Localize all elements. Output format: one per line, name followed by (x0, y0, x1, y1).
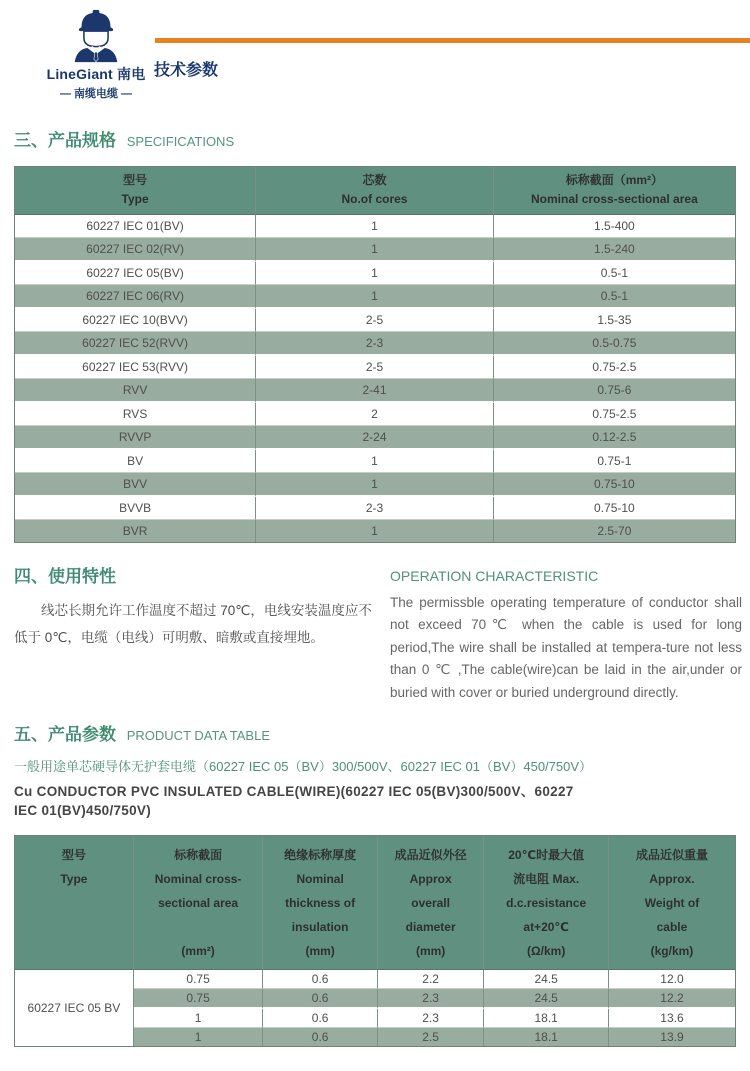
spec-table-row (15, 309, 735, 332)
header-line: 成品近似外径 (394, 848, 467, 862)
spec-table-cell: 60227 IEC 52(RVV) (15, 332, 256, 356)
brand-subtitle: — 南缆电缆 — (59, 88, 133, 100)
spec-table-cell: 0.5-0.75 (494, 332, 735, 356)
header-line (134, 915, 263, 939)
product-column-header-5 (609, 836, 735, 970)
header-line: cable (656, 920, 688, 934)
column-header-cross-section: 标称截面（mm²） Nominal cross-sectional area (494, 167, 735, 215)
product-subtitle-zh: 一般用途单芯硬导体无护套电缆（60227 IEC 05（BV）300/500V、60227 IEC 01（BV）450/750V） (14, 759, 593, 774)
header-line: (mm) (415, 944, 446, 958)
page-title: 技术参数 (154, 62, 219, 79)
product-table-cell: 24.5 (484, 970, 609, 989)
section-specifications (14, 126, 736, 543)
section-operation-title-en: OPERATION CHARACTERISTIC (390, 568, 599, 584)
spec-table-cell: 2 (256, 403, 494, 426)
spec-table-cell: 1 (256, 238, 494, 262)
spec-table-cell: 2.5-70 (494, 520, 735, 542)
spec-table-row (15, 332, 735, 356)
spec-table-cell: BVV (15, 473, 256, 497)
section-title-zh: 五、产品参数 (14, 725, 116, 744)
spec-table-cell: 0.75-10 (494, 473, 735, 497)
product-column-header-1 (134, 836, 264, 970)
spec-table-cell: 1.5-400 (494, 215, 735, 238)
spec-table-cell: 60227 IEC 06(RV) (15, 285, 256, 309)
spec-table-cell: BVR (15, 520, 256, 542)
product-table-cell: 0.6 (263, 970, 377, 989)
product-data-table (14, 835, 736, 1047)
header-line: Approx (409, 872, 452, 886)
spec-table-cell: 0.12-2.5 (494, 426, 735, 450)
spec-table-row (15, 473, 735, 497)
header-line: Type (60, 872, 88, 886)
spec-table-cell: 2-3 (256, 332, 494, 356)
header-line: (mm) (305, 944, 335, 958)
spec-table-cell: 2-5 (256, 309, 494, 332)
section-product-title (14, 720, 736, 745)
header-line: at+20℃ (523, 920, 569, 934)
spec-table-cell: 2-24 (256, 426, 494, 450)
header-line: thickness of (285, 896, 356, 910)
spec-table-cell: BVVB (15, 497, 256, 520)
spec-table-cell: 1 (256, 215, 494, 238)
product-table-header (15, 836, 735, 970)
header-line: diameter (405, 920, 456, 934)
header-line: 型号 (61, 848, 86, 862)
spec-table-row (15, 520, 735, 542)
spec-table-row (15, 262, 735, 285)
product-table-cell: 1 (134, 1009, 264, 1028)
spec-table-cell: 60227 IEC 02(RV) (15, 238, 256, 262)
spec-table-row (15, 450, 735, 473)
header-line: Approx. (649, 872, 695, 886)
product-table-row (15, 970, 735, 989)
spec-table-cell: 60227 IEC 05(BV) (15, 262, 256, 285)
header-line: (mm²) (181, 944, 215, 958)
spec-table-cell: 1 (256, 520, 494, 542)
spec-table-cell: 1.5-240 (494, 238, 735, 262)
brand-name: LineGiant 南电 (46, 66, 146, 82)
product-column-header-3 (378, 836, 485, 970)
spec-table-cell: RVV (15, 379, 256, 403)
product-table-cell: 18.1 (484, 1028, 609, 1046)
spec-table-cell: 0.5-1 (494, 262, 735, 285)
header-line: (kg/km) (650, 944, 694, 958)
product-subtitle-en: Cu CONDUCTOR PVC INSULATED CABLE(WIRE)(60227 IEC 05(BV)300/500V、60227 IEC 01(BV)450/750V) (14, 784, 574, 818)
section-title-en: SPECIFICATIONS (126, 134, 235, 149)
product-table-cell: 0.6 (263, 989, 377, 1009)
worker-icon (67, 6, 125, 64)
spec-table-row (15, 238, 735, 262)
column-header-cores: 芯数 No.of cores (256, 167, 494, 215)
product-table-cell: 2.2 (378, 970, 485, 989)
spec-table-cell: 1 (256, 285, 494, 309)
spec-table-cell: RVVP (15, 426, 256, 450)
header-line: insulation (291, 920, 349, 934)
column-header-type: 型号 Type (15, 167, 256, 215)
specifications-table-body (15, 215, 735, 542)
product-table-cell: 13.9 (609, 1028, 735, 1046)
product-table-cell: 12.2 (609, 989, 735, 1009)
spec-table-cell: BV (15, 450, 256, 473)
spec-table-row (15, 215, 735, 238)
section-product-data (14, 720, 736, 1047)
header-line: 流电阻 Max. (513, 872, 580, 886)
product-table-cell: 0.6 (263, 1009, 377, 1028)
header-line: 成品近似重量 (635, 848, 708, 862)
spec-table-cell: 0.5-1 (494, 285, 735, 309)
spec-table-cell: 1 (256, 262, 494, 285)
spec-table-row (15, 403, 735, 426)
section-operation-zh (14, 562, 378, 651)
header-line: (Ω/km) (527, 944, 566, 958)
header-line: 标称截面 (174, 848, 223, 862)
section-specifications-title (14, 126, 736, 151)
product-table-cell: 24.5 (484, 989, 609, 1009)
section-title-en: PRODUCT DATA TABLE (126, 728, 271, 743)
spec-table-cell: 0.75-1 (494, 450, 735, 473)
header-line: Weight of (644, 896, 700, 910)
spec-table-row (15, 379, 735, 403)
spec-table-cell: RVS (15, 403, 256, 426)
product-column-header-0 (15, 836, 134, 970)
header-line: 绝缘标称厚度 (284, 848, 357, 862)
specifications-table-header (15, 167, 735, 215)
spec-table-row (15, 356, 735, 379)
product-table-cell: 0.75 (134, 989, 264, 1009)
spec-table-row (15, 426, 735, 450)
product-table-cell: 18.1 (484, 1009, 609, 1028)
product-column-header-2 (263, 836, 377, 970)
spec-table-cell: 1.5-35 (494, 309, 735, 332)
header-line: overall (411, 896, 450, 910)
product-table-cell: 2.5 (378, 1028, 485, 1046)
product-table-cell: 2.3 (378, 1009, 485, 1028)
spec-table-row (15, 285, 735, 309)
spec-table-cell: 1 (256, 473, 494, 497)
product-table-cell: 1 (134, 1028, 264, 1046)
product-table-body (15, 970, 735, 1046)
spec-table-cell: 2-3 (256, 497, 494, 520)
header-line: Nominal cross- (154, 872, 242, 886)
spec-table-cell: 60227 IEC 01(BV) (15, 215, 256, 238)
header-line: 20℃时最大值 (508, 848, 585, 862)
product-table-cell: 0.6 (263, 1028, 377, 1046)
section-operation-en (390, 568, 742, 704)
product-column-header-4 (484, 836, 609, 970)
specifications-table (14, 166, 736, 543)
spec-table-cell: 0.75-2.5 (494, 356, 735, 379)
section-title-zh: 三、产品规格 (14, 131, 116, 150)
brand-logo (40, 6, 152, 101)
spec-table-cell: 2-5 (256, 356, 494, 379)
header-line: sectional area (158, 896, 239, 910)
operation-paragraph-en: The permissble operating temperature of conductor shall not exceed 70℃ when the cable is used for long period,The wire shall be installed at tempera-ture not less than 0 ℃ ,The cable(wire)can be laid in the air,under or buried with cover or buried underground directly. (390, 595, 742, 700)
product-table-cell: 12.0 (609, 970, 735, 989)
spec-table-cell: 0.75-2.5 (494, 403, 735, 426)
product-type-group-label: 60227 IEC 05 BV (15, 970, 134, 1046)
spec-table-row (15, 497, 735, 520)
spec-table-cell: 60227 IEC 53(RVV) (15, 356, 256, 379)
header-line: Nominal (296, 872, 344, 886)
spec-table-cell: 2-41 (256, 379, 494, 403)
header-line: d.c.resistance (506, 896, 587, 910)
spec-table-cell: 60227 IEC 10(BVV) (15, 309, 256, 332)
section-operation-title-zh: 四、使用特性 (14, 567, 116, 586)
spec-table-cell: 1 (256, 450, 494, 473)
product-table-cell: 13.6 (609, 1009, 735, 1028)
spec-table-cell: 0.75-10 (494, 497, 735, 520)
product-table-cell: 0.75 (134, 970, 264, 989)
product-table-cell: 2.3 (378, 989, 485, 1009)
orange-divider (155, 38, 750, 43)
spec-table-cell: 0.75-6 (494, 379, 735, 403)
operation-paragraph-zh: 线芯长期允许工作温度不超过 70℃，电线安装温度应不低于 0℃，电缆（电线）可明敷、暗敷或直接埋地。 (14, 603, 372, 645)
